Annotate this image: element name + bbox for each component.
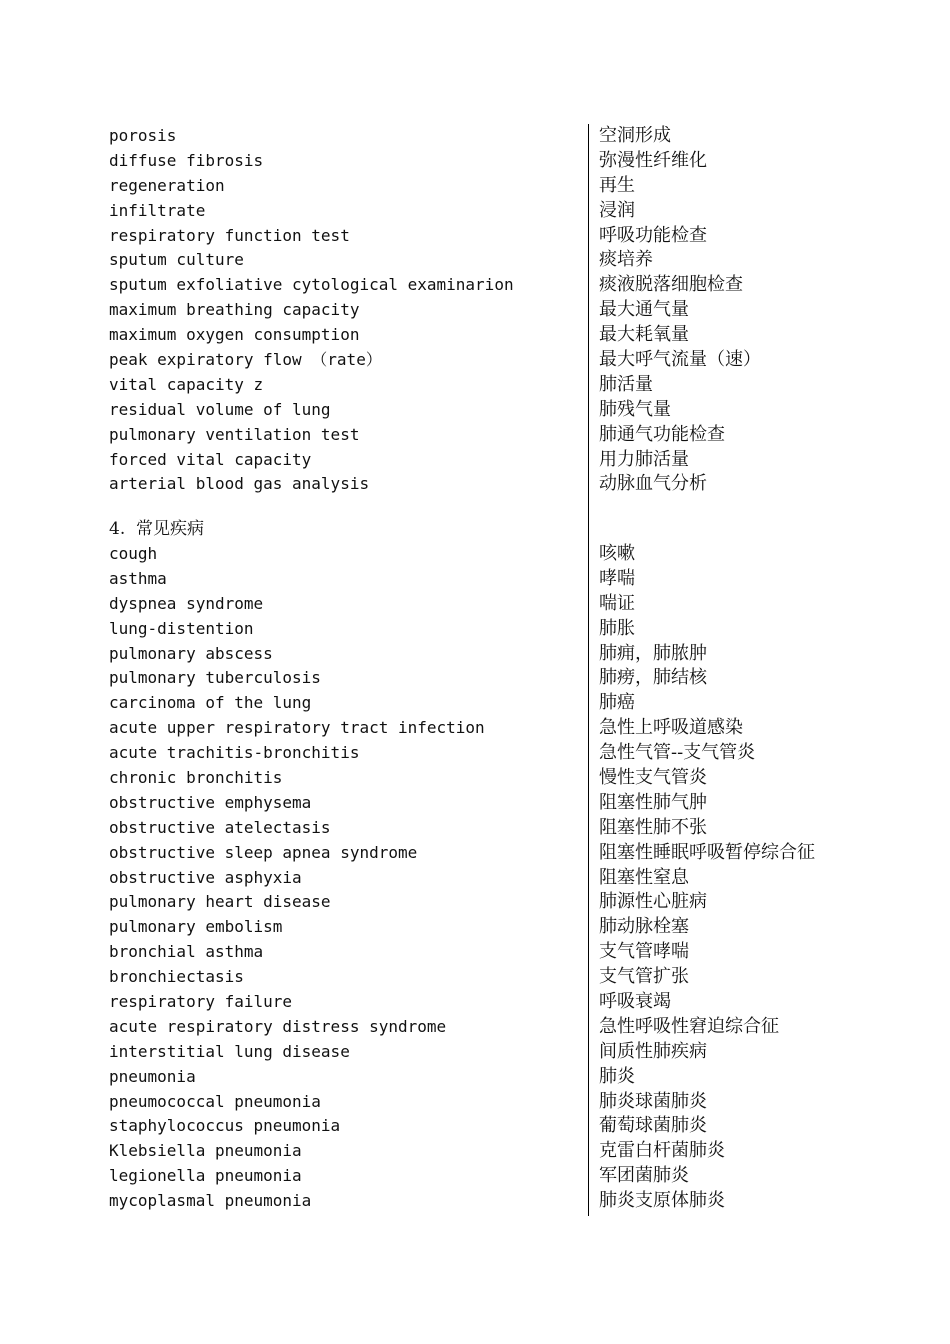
english-term: vital capacity z	[109, 374, 264, 394]
chinese-term: 急性上呼吸道感染	[599, 717, 743, 739]
glossary-row	[0, 298, 950, 323]
glossary-row	[0, 373, 950, 398]
chinese-term: 急性呼吸性窘迫综合征	[599, 1015, 779, 1037]
glossary-row	[0, 1189, 950, 1214]
glossary-row	[0, 448, 950, 473]
english-term: cough	[109, 544, 158, 563]
glossary-row	[0, 323, 950, 348]
chinese-term: 阻塞性肺不张	[599, 816, 707, 838]
glossary-row	[0, 866, 950, 891]
glossary-row	[0, 174, 950, 199]
english-term: chronic bronchitis	[109, 768, 283, 788]
chinese-term: 肺胀	[599, 617, 635, 639]
chinese-term: 最大耗氧量	[599, 324, 689, 346]
chinese-term: 肺炎	[599, 1065, 635, 1087]
english-term: bronchiectasis	[109, 967, 244, 987]
glossary-row	[0, 617, 950, 642]
english-term: acute trachitis-bronchitis	[109, 743, 360, 763]
chinese-term: 肺动脉栓塞	[599, 916, 689, 938]
chinese-term: 用力肺活量	[599, 448, 689, 470]
glossary-row	[0, 816, 950, 841]
chinese-term: 肺癌	[599, 692, 635, 714]
english-term: lung-distention	[109, 618, 254, 638]
english-term: acute upper respiratory tract infection	[109, 718, 485, 738]
glossary-row	[0, 766, 950, 791]
glossary-row	[0, 990, 950, 1015]
chinese-term: 喘证	[599, 592, 635, 614]
english-term: staphylococcus pneumonia	[109, 1116, 341, 1136]
chinese-term: 痰液脱落细胞检查	[599, 274, 743, 296]
chinese-term: 动脉血气分析	[599, 473, 707, 495]
chinese-term: 痰培养	[599, 249, 653, 271]
english-term: sputum culture	[109, 250, 244, 270]
chinese-term: 呼吸功能检查	[599, 224, 707, 246]
english-term: pulmonary ventilation test	[109, 424, 360, 444]
chinese-term: 支气管哮喘	[599, 941, 689, 963]
chinese-term: 哮喘	[599, 567, 635, 589]
english-term: obstructive atelectasis	[109, 817, 331, 837]
chinese-term: 军团菌肺炎	[599, 1165, 689, 1187]
english-term: pneumococcal pneumonia	[109, 1091, 321, 1111]
glossary-row	[0, 592, 950, 617]
glossary-row	[0, 567, 950, 592]
english-term: obstructive emphysema	[109, 792, 312, 812]
chinese-term: 葡萄球菌肺炎	[599, 1115, 707, 1137]
english-term: infiltrate	[109, 200, 206, 220]
glossary-row	[0, 273, 950, 298]
glossary-row	[0, 1040, 950, 1065]
glossary-row	[0, 691, 950, 716]
english-term: dyspnea syndrome	[109, 593, 264, 613]
english-term: acute respiratory distress syndrome	[109, 1016, 447, 1036]
chinese-term: 肺通气功能检查	[599, 423, 725, 445]
glossary-row	[0, 472, 950, 497]
english-term: legionella pneumonia	[109, 1166, 302, 1186]
chinese-term: 肺炎支原体肺炎	[599, 1190, 725, 1212]
glossary-row	[0, 1114, 950, 1139]
english-term: peak expiratory flow （rate）	[109, 350, 382, 370]
glossary-row	[0, 224, 950, 249]
english-term: regeneration	[109, 175, 225, 195]
chinese-term: 肺痈，肺脓肿	[599, 642, 707, 664]
disease-term-list	[0, 542, 950, 1214]
english-term: arterial blood gas analysis	[109, 474, 370, 494]
chinese-term: 支气管扩张	[599, 966, 689, 988]
english-term: interstitial lung disease	[109, 1041, 350, 1061]
glossary-row	[0, 1090, 950, 1115]
glossary-row	[0, 965, 950, 990]
chinese-term: 浸润	[599, 199, 635, 221]
glossary-row	[0, 1164, 950, 1189]
glossary-row	[0, 348, 950, 373]
glossary-row	[0, 841, 950, 866]
glossary-row	[0, 1065, 950, 1090]
glossary-row	[0, 890, 950, 915]
english-term: maximum breathing capacity	[109, 300, 360, 320]
chinese-term: 肺痨，肺结核	[599, 667, 707, 689]
chinese-term: 间质性肺疾病	[599, 1040, 707, 1062]
glossary-section-common-diseases	[0, 516, 950, 1214]
glossary-row	[0, 423, 950, 448]
english-term: Klebsiella pneumonia	[109, 1141, 302, 1161]
english-term: pulmonary embolism	[109, 917, 283, 937]
chinese-term: 急性气管--支气管炎	[599, 742, 756, 764]
glossary-row	[0, 199, 950, 224]
chinese-term: 阻塞性睡眠呼吸暂停综合征	[599, 841, 815, 863]
english-term: pulmonary abscess	[109, 643, 273, 663]
chinese-term: 咳嗽	[599, 543, 635, 564]
chinese-term: 最大呼气流量（速）	[599, 349, 761, 371]
english-term: asthma	[109, 568, 167, 588]
english-term: obstructive asphyxia	[109, 867, 302, 887]
english-term: respiratory function test	[109, 225, 350, 245]
glossary-row	[0, 642, 950, 667]
chinese-term: 呼吸衰竭	[599, 991, 671, 1013]
english-term: maximum oxygen consumption	[109, 325, 360, 345]
glossary-row	[0, 149, 950, 174]
english-term: porosis	[109, 126, 177, 145]
section-heading: 4. 常见疾病	[109, 519, 205, 539]
chinese-term: 肺源性心脏病	[599, 891, 707, 913]
english-term: forced vital capacity	[109, 449, 312, 469]
chinese-term: 弥漫性纤维化	[599, 149, 707, 171]
chinese-term: 阻塞性肺气肿	[599, 791, 707, 813]
glossary-row	[0, 1015, 950, 1040]
glossary-row	[0, 398, 950, 423]
glossary-row	[0, 248, 950, 273]
glossary-row	[0, 666, 950, 691]
glossary-row	[0, 915, 950, 940]
chinese-term: 肺炎球菌肺炎	[599, 1090, 707, 1112]
glossary-row	[0, 124, 950, 149]
section-heading-row	[0, 516, 950, 542]
glossary-section-diagnostics	[0, 124, 950, 497]
chinese-term: 最大通气量	[599, 299, 689, 321]
english-term: diffuse fibrosis	[109, 150, 264, 170]
chinese-term: 空洞形成	[599, 125, 671, 146]
chinese-term: 克雷白杆菌肺炎	[599, 1140, 725, 1162]
glossary-row	[0, 716, 950, 741]
english-term: obstructive sleep apnea syndrome	[109, 842, 418, 862]
glossary-row	[0, 542, 950, 567]
english-term: sputum exfoliative cytological examinarion	[109, 275, 514, 295]
glossary-row	[0, 791, 950, 816]
chinese-term: 肺残气量	[599, 398, 671, 420]
chinese-term: 慢性支气管炎	[599, 767, 707, 789]
chinese-term: 阻塞性窒息	[599, 866, 689, 888]
chinese-term: 肺活量	[599, 373, 653, 395]
glossary-row	[0, 741, 950, 766]
chinese-term: 再生	[599, 174, 635, 196]
english-term: pulmonary heart disease	[109, 892, 331, 912]
english-term: carcinoma of the lung	[109, 693, 312, 713]
english-term: mycoplasmal pneumonia	[109, 1191, 312, 1211]
glossary-row	[0, 1139, 950, 1164]
english-term: pulmonary tuberculosis	[109, 668, 321, 688]
english-term: residual volume of lung	[109, 399, 331, 419]
english-term: bronchial asthma	[109, 942, 264, 962]
english-term: pneumonia	[109, 1066, 196, 1086]
glossary-row	[0, 940, 950, 965]
english-term: respiratory failure	[109, 992, 293, 1012]
